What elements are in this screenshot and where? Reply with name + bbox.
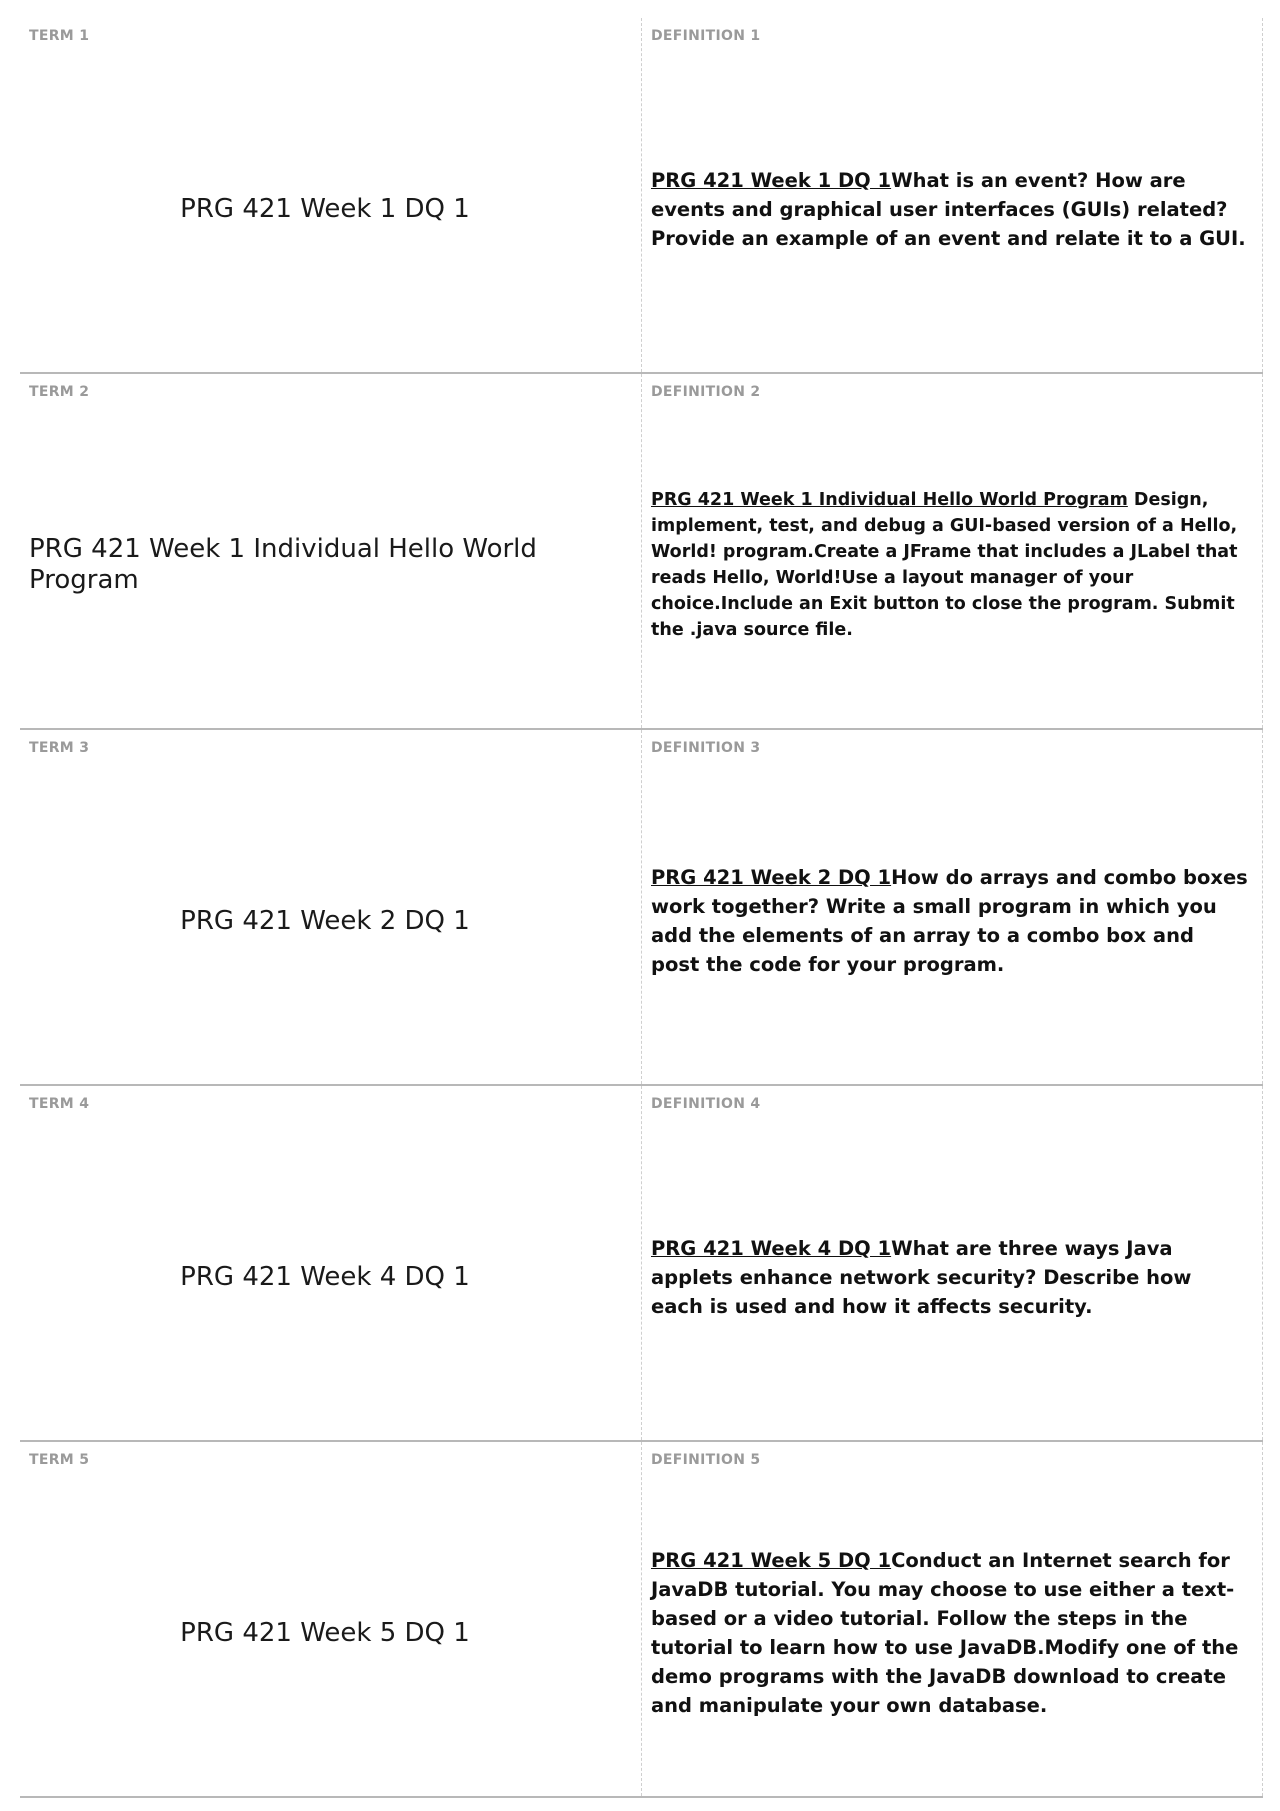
term-cell bbox=[20, 1086, 642, 1440]
term-label: TERM 4 bbox=[29, 1096, 90, 1112]
term-text: PRG 421 Week 4 DQ 1 bbox=[180, 1261, 470, 1292]
definition-content bbox=[651, 1470, 1248, 1796]
definition-text: What is an event? How are events and graphical user interfaces (GUIs) related? Provide an example of an event and relate it to a GUI. bbox=[651, 168, 1246, 250]
term-label: TERM 5 bbox=[29, 1452, 90, 1468]
definition-label: DEFINITION 3 bbox=[651, 740, 761, 756]
definition-label: DEFINITION 1 bbox=[651, 28, 761, 44]
definition-cell bbox=[642, 1086, 1263, 1440]
definition-title-link[interactable]: PRG 421 Week 2 DQ 1 bbox=[651, 866, 892, 889]
flashcard-row bbox=[20, 1442, 1263, 1798]
definition-text: Conduct an Internet search for JavaDB tutorial. You may choose to use either a text-based or a video tutorial. Follow the steps in the tutorial to learn how to use JavaDB.Modify one of the demo programs with the JavaDB download to create and manipulate your own database. bbox=[651, 1549, 1239, 1717]
term-text: PRG 421 Week 1 Individual Hello World Program bbox=[29, 534, 537, 595]
definition-body bbox=[651, 487, 1248, 643]
term-label: TERM 1 bbox=[29, 28, 90, 44]
term-cell bbox=[20, 18, 642, 372]
definition-content bbox=[651, 402, 1248, 728]
term-text: PRG 421 Week 5 DQ 1 bbox=[180, 1617, 470, 1648]
definition-cell bbox=[642, 374, 1263, 728]
term-cell bbox=[20, 1442, 642, 1796]
flashcard-row bbox=[20, 730, 1263, 1086]
term-text: PRG 421 Week 2 DQ 1 bbox=[180, 905, 470, 936]
definition-cell bbox=[642, 730, 1263, 1084]
definition-text: How do arrays and combo boxes work together? Write a small program in which you add the elements of an array to a combo box and post the code for your program. bbox=[651, 866, 1248, 976]
definition-content bbox=[651, 46, 1248, 372]
definition-content bbox=[651, 758, 1248, 1084]
flashcard-row bbox=[20, 1086, 1263, 1442]
definition-body bbox=[651, 1546, 1248, 1720]
definition-label: DEFINITION 5 bbox=[651, 1452, 761, 1468]
definition-body bbox=[651, 166, 1248, 253]
definition-title-link[interactable]: PRG 421 Week 4 DQ 1 bbox=[651, 1236, 892, 1260]
definition-title-link[interactable]: PRG 421 Week 1 Individual Hello World Program bbox=[651, 490, 1128, 510]
definition-cell bbox=[642, 18, 1263, 372]
term-label: TERM 2 bbox=[29, 384, 90, 400]
definition-text: What are three ways Java applets enhance network security? Describe how each is used and how it affects security. bbox=[651, 1236, 1192, 1318]
flashcard-row bbox=[20, 374, 1263, 730]
flashcard-sheet bbox=[20, 18, 1263, 1798]
definition-body bbox=[651, 1234, 1248, 1321]
definition-body bbox=[651, 863, 1248, 979]
definition-cell bbox=[642, 1442, 1263, 1796]
flashcard-row bbox=[20, 18, 1263, 374]
definition-label: DEFINITION 4 bbox=[651, 1096, 761, 1112]
term-label: TERM 3 bbox=[29, 740, 90, 756]
term-cell bbox=[20, 730, 642, 1084]
definition-text: Design, implement, test, and debug a GUI-based version of a Hello, World! program.Create a JFrame that includes a JLabel that reads Hello, World!Use a layout manager of your choice.Include an Exit button to close the program. Submit the .java source file. bbox=[651, 490, 1238, 640]
definition-label: DEFINITION 2 bbox=[651, 384, 761, 400]
definition-content bbox=[651, 1114, 1248, 1440]
term-text: PRG 421 Week 1 DQ 1 bbox=[180, 193, 470, 224]
term-cell bbox=[20, 374, 642, 728]
definition-title-link[interactable]: PRG 421 Week 5 DQ 1 bbox=[651, 1549, 892, 1572]
definition-title-link[interactable]: PRG 421 Week 1 DQ 1 bbox=[651, 168, 892, 192]
